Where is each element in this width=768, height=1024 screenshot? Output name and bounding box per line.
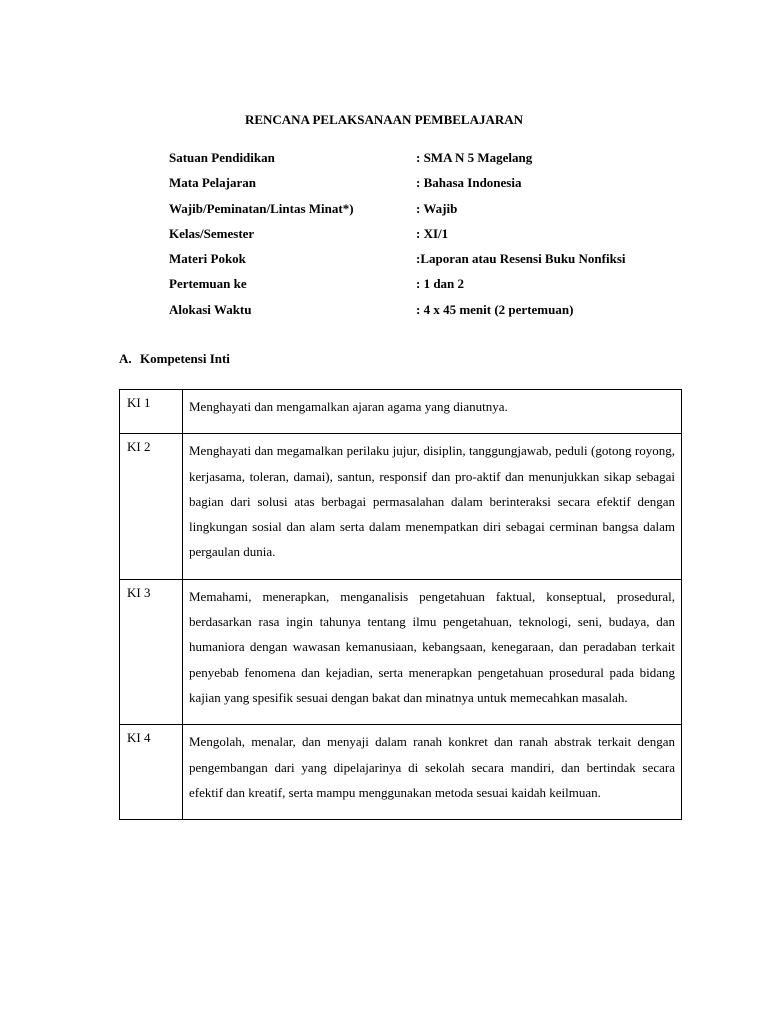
info-row-mata-pelajaran bbox=[169, 175, 729, 200]
table-row bbox=[120, 390, 682, 434]
kompetensi-inti-table bbox=[119, 389, 682, 820]
section-heading-text: Kompetensi Inti bbox=[140, 351, 230, 366]
table-row bbox=[120, 434, 682, 579]
ki-description: Mengolah, menalar, dan menyaji dalam ranah konkret dan ranah abstrak terkait dengan pengembangan dari yang dipelajarinya di sekolah secara mandiri, dan bertindak secara efektif dan kreatif, serta mampu menggunakan metoda sesuai kaidah keilmuan. bbox=[183, 725, 682, 820]
info-label: Satuan Pendidikan bbox=[169, 150, 275, 165]
ki-description: Menghayati dan megamalkan perilaku jujur, disiplin, tanggungjawab, peduli (gotong royong, kerjasama, toleran, damai), santun, responsif dan pro-aktif dan menunjukkan sikap sebagai bagian dari solusi atas berbagai permasalahan dalam berinteraksi secara efektif dengan lingkungan sosial dan alam serta dalam menempatkan diri sebagai cerminan bangsa dalam pergaulan dunia. bbox=[183, 434, 682, 579]
info-value: : 4 x 45 menit (2 pertemuan) bbox=[416, 301, 574, 317]
ki-code: KI 4 bbox=[120, 725, 183, 820]
info-block bbox=[169, 150, 729, 327]
info-label: Materi Pokok bbox=[169, 251, 246, 267]
document-title: RENCANA PELAKSANAAN PEMBELAJARAN bbox=[244, 112, 524, 127]
table-row bbox=[120, 725, 682, 820]
info-value: : 1 dan 2 bbox=[416, 276, 465, 292]
info-label: Wajib/Peminatan/Lintas Minat*) bbox=[169, 200, 354, 216]
info-value: : SMA N 5 Magelang bbox=[416, 150, 533, 165]
info-row-alokasi-waktu bbox=[169, 302, 729, 327]
info-label: Alokasi Waktu bbox=[169, 301, 252, 317]
info-value: :Laporan atau Resensi Buku Nonfiksi bbox=[416, 251, 626, 267]
info-label: Mata Pelajaran bbox=[169, 175, 257, 191]
info-value: : Bahasa Indonesia bbox=[416, 175, 522, 191]
ki-code: KI 2 bbox=[120, 434, 183, 579]
table-row bbox=[120, 579, 682, 724]
info-row-kelas-semester bbox=[169, 226, 729, 251]
info-label: Pertemuan ke bbox=[169, 276, 247, 292]
info-row-materi-pokok bbox=[169, 251, 729, 276]
section-heading-kompetensi-inti bbox=[119, 351, 230, 367]
section-marker: A. bbox=[119, 351, 132, 366]
info-value: : Wajib bbox=[416, 200, 458, 216]
info-row-pertemuan-ke bbox=[169, 276, 729, 301]
info-label: Kelas/Semester bbox=[169, 225, 255, 241]
info-row-satuan-pendidikan bbox=[169, 150, 729, 175]
ki-description: Memahami, menerapkan, menganalisis pengetahuan faktual, konseptual, prosedural, berdasarkan rasa ingin tahunya tentang ilmu pengetahuan, teknologi, seni, budaya, dan humaniora dengan wawasan kemanusiaan, kebangsaan, kenegaraan, dan peradaban terkait penyebab fenomena dan kejadian, serta menerapkan pengetahuan prosedural pada bidang kajian yang spesifik sesuai dengan bakat dan minatnya untuk memecahkan masalah. bbox=[183, 579, 682, 724]
ki-code: KI 1 bbox=[120, 390, 183, 434]
ki-description: Menghayati dan mengamalkan ajaran agama yang dianutnya. bbox=[183, 390, 682, 434]
info-value: : XI/1 bbox=[416, 225, 449, 241]
ki-code: KI 3 bbox=[120, 579, 183, 724]
info-row-wajib-peminatan bbox=[169, 201, 729, 226]
